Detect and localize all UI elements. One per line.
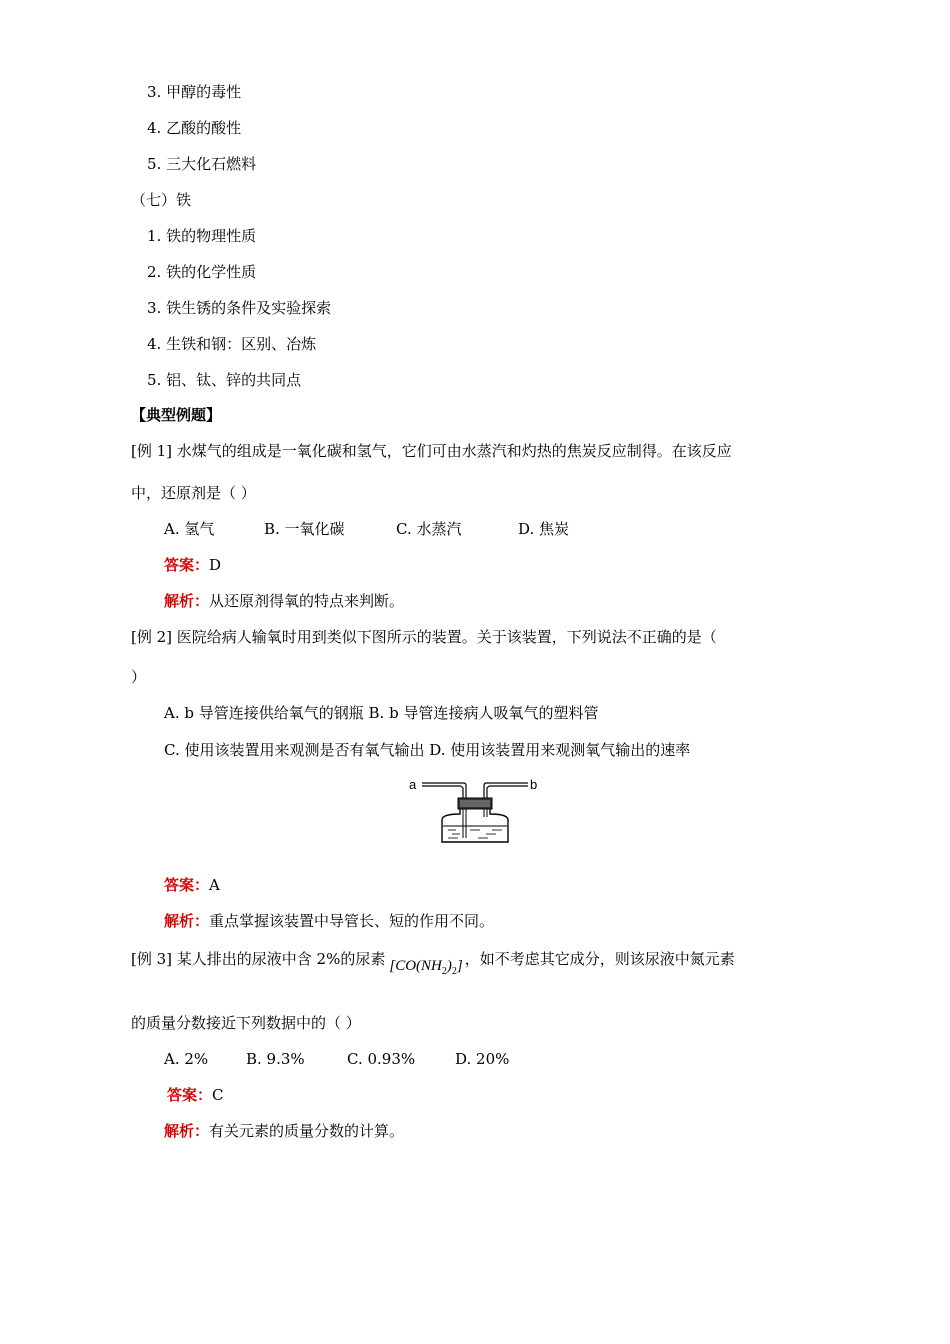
ex3-analysis	[164, 1121, 404, 1141]
gas-washing-bottle-figure	[400, 770, 550, 850]
ex2-options-line2: C. 使用该装置用来观测是否有氧气输出 D. 使用该装置用来观测氧气输出的速率	[164, 741, 691, 759]
ex3-question-line2: 的质量分数接近下列数据中的（ ）	[131, 1014, 361, 1032]
list-item: 2. 铁的化学性质	[147, 263, 257, 281]
formula-paren: )	[446, 958, 452, 974]
ex2-question-line2: ）	[131, 668, 147, 686]
answer-label: 答案：	[164, 556, 210, 574]
section-heading: （七）铁	[131, 191, 192, 209]
analysis-text: 有关元素的质量分数的计算。	[209, 1122, 405, 1140]
ex2-question-line1: [例 2] 医院给病人输氧时用到类似下图所示的装置。关于该装置，下列说法不正确的是（	[131, 628, 717, 646]
ex1-question-line1: [例 1] 水煤气的组成是一氧化碳和氢气，它们可由水蒸汽和灼热的焦炭反应制得。在该反应	[131, 442, 732, 460]
ex3-option-c: C. 0.93%	[347, 1050, 416, 1068]
ex1-options	[164, 519, 569, 539]
ex1-option-a: A. 氢气	[164, 520, 215, 538]
list-item: 5. 铝、钛、锌的共同点	[147, 371, 302, 389]
ex3-question-line1	[131, 947, 735, 978]
ex1-option-d: D. 焦炭	[518, 520, 570, 538]
list-item: 3. 甲醇的毒性	[147, 83, 242, 101]
analysis-label: 解析：	[164, 1122, 210, 1140]
ex1-answer	[164, 555, 221, 575]
list-item: 5. 三大化石燃料	[147, 155, 257, 173]
ex2-options-line1: A. b 导管连接供给氧气的钢瓶 B. b 导管连接病人吸氧气的塑料管	[164, 704, 599, 722]
answer-label: 答案：	[164, 876, 210, 894]
answer-value: A	[209, 876, 220, 894]
ex3-option-d: D. 20%	[455, 1050, 510, 1068]
urea-formula	[389, 958, 463, 977]
ex3-answer	[167, 1085, 224, 1105]
ex2-answer	[164, 875, 220, 895]
formula-sub: 2	[441, 966, 447, 977]
analysis-text: 重点掌握该装置中导管长、短的作用不同。	[209, 912, 495, 930]
list-item: 3. 铁生锈的条件及实验探索	[147, 299, 332, 317]
list-item: 4. 生铁和钢：区别、冶炼	[147, 335, 317, 353]
ex3-question-part1: [例 3] 某人排出的尿液中含 2%的尿素	[131, 950, 386, 968]
ex1-option-b: B. 一氧化碳	[264, 520, 345, 538]
list-item: 1. 铁的物理性质	[147, 227, 257, 245]
analysis-label: 解析：	[164, 912, 210, 930]
formula-main: [CO(NH	[389, 958, 442, 974]
ex1-question-line2: 中，还原剂是（ ）	[131, 484, 256, 502]
formula-sub: 2	[451, 966, 457, 977]
ex3-option-a: A. 2%	[164, 1050, 209, 1068]
ex3-question-part2: ，如不考虑其它成分，则该尿液中氮元素	[464, 950, 735, 968]
formula-bracket: ]	[456, 958, 463, 974]
answer-label: 答案：	[167, 1086, 213, 1104]
ex2-analysis	[164, 911, 494, 931]
list-item: 4. 乙酸的酸性	[147, 119, 242, 137]
analysis-label: 解析：	[164, 592, 210, 610]
ex3-options	[164, 1049, 509, 1069]
analysis-text: 从还原剂得氧的特点来判断。	[209, 592, 405, 610]
figure-label-b: b	[530, 777, 538, 792]
answer-value: D	[209, 556, 222, 574]
ex1-analysis	[164, 591, 404, 611]
section-title: 【典型例题】	[131, 406, 222, 424]
ex1-option-c: C. 水蒸汽	[396, 520, 462, 538]
figure-label-a: a	[409, 777, 417, 792]
ex3-option-b: B. 9.3%	[246, 1050, 305, 1068]
answer-value: C	[212, 1086, 224, 1104]
